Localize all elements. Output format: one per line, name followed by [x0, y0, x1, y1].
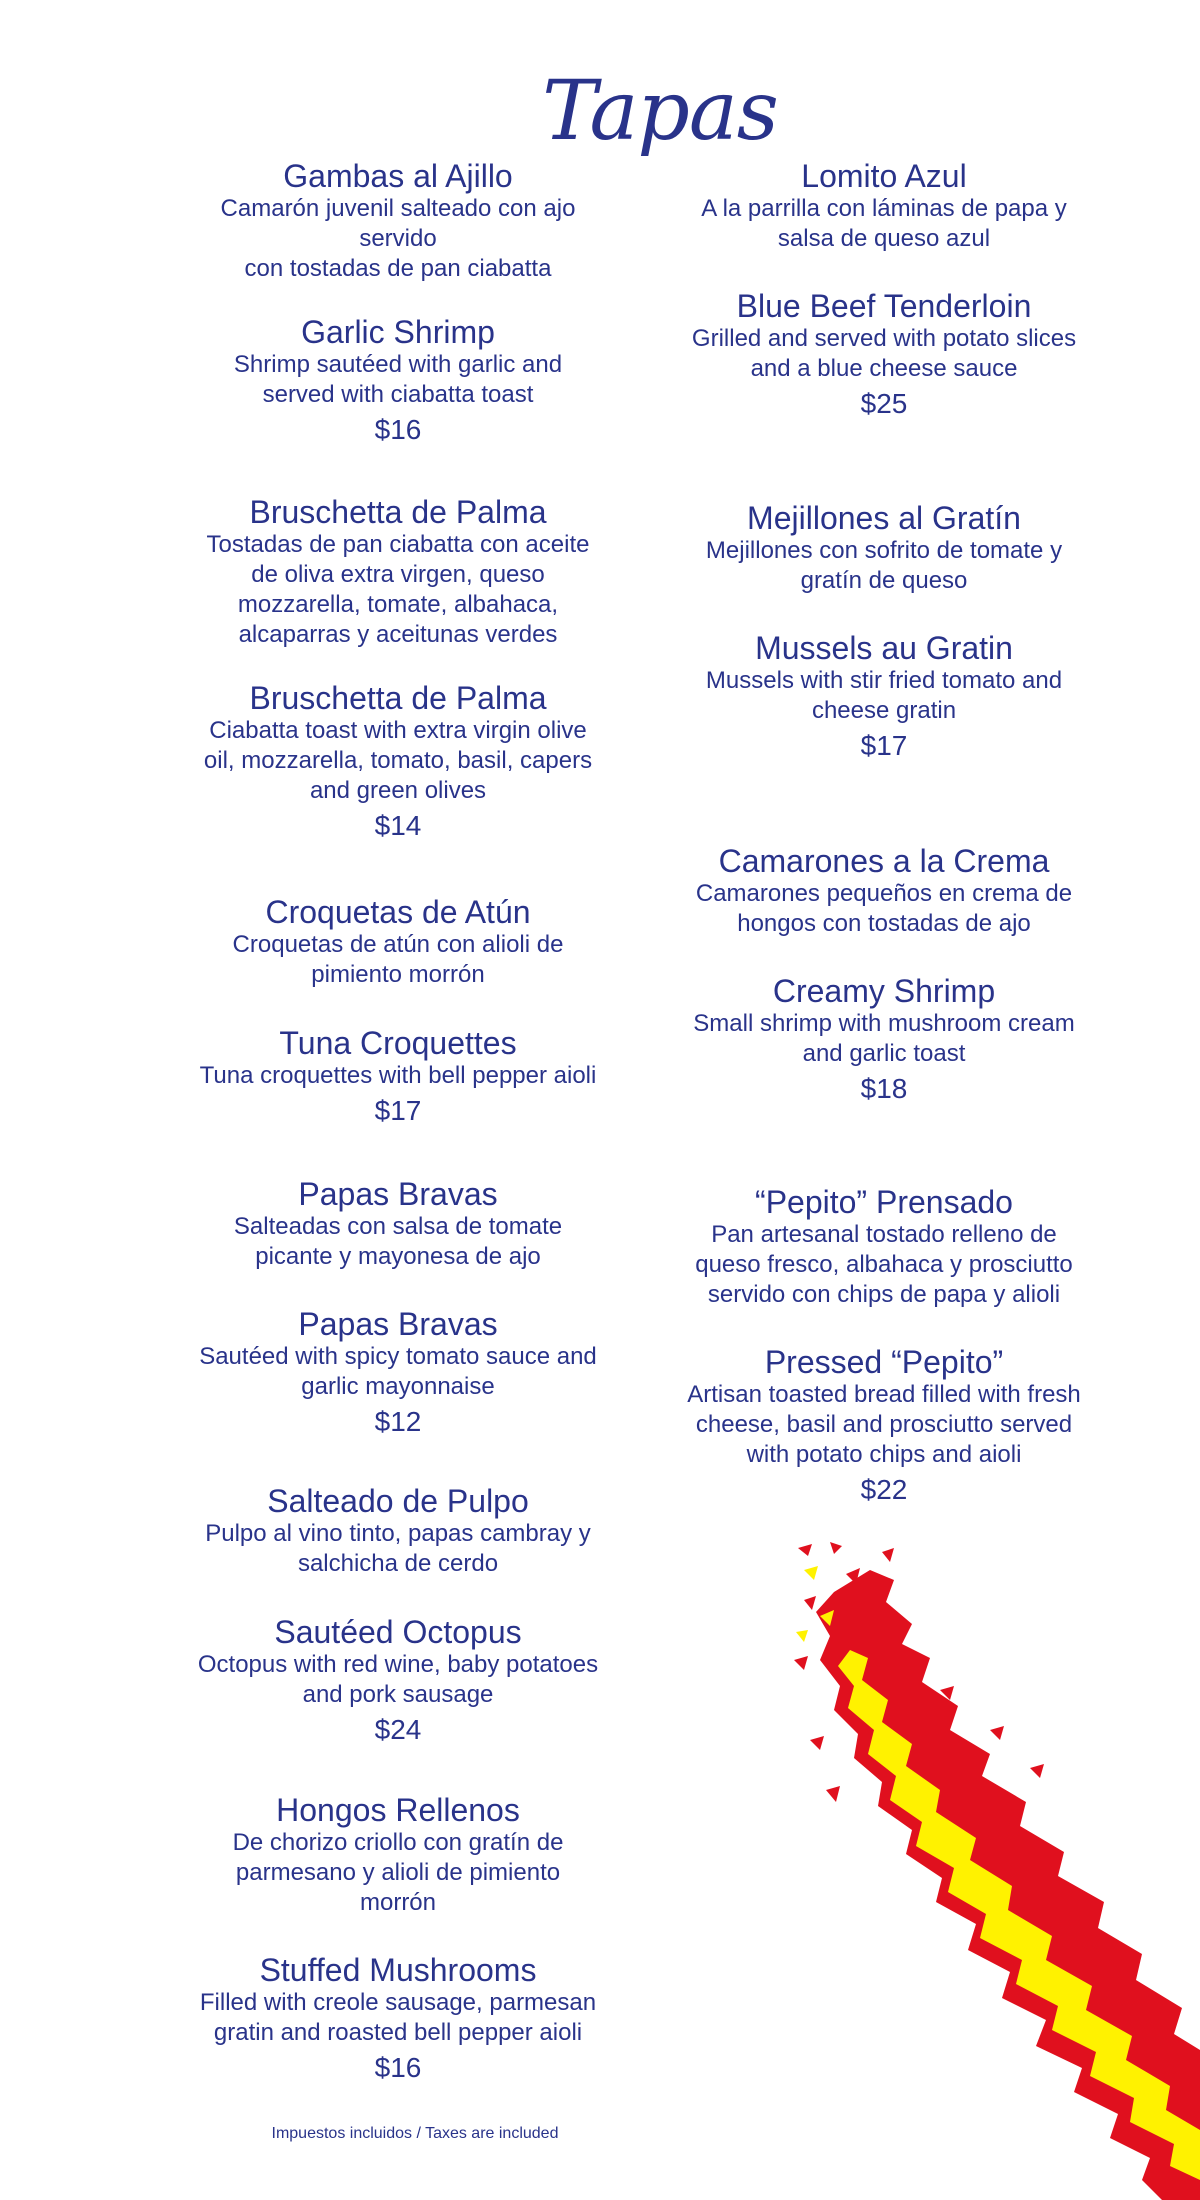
menu-item [669, 1184, 1099, 1310]
red-splatter [804, 1596, 816, 1610]
menu-item-description: Croquetas de atún con alioli de pimiento morrón [232, 931, 564, 988]
menu-item-description: Filled with creole sausage, parmesan gratin and roasted bell pepper aioli [199, 1989, 597, 2046]
menu-item-description: Grilled and served with potato slices and a blue cheese sauce [691, 325, 1077, 382]
menu-item [669, 973, 1099, 1107]
menu-item [183, 1614, 613, 1748]
spanish-flag-brushstroke [790, 1540, 1200, 2200]
red-splatter [1030, 1764, 1044, 1778]
menu-item-name: Pressed “Pepito” [764, 1344, 1004, 1380]
menu-item-name: Salteado de Pulpo [267, 1483, 529, 1519]
menu-item-name: Bruschetta de Palma [249, 680, 547, 716]
menu-item [183, 1025, 613, 1129]
menu-item-description: Sautéed with spicy tomato sauce and garlic mayonnaise [199, 1343, 597, 1400]
menu-item [183, 1952, 613, 2086]
menu-item-description: Pan artesanal tostado relleno de queso fresco, albahaca y prosciutto servido con chips de papa y alioli [695, 1221, 1073, 1308]
menu-item-name: Bruschetta de Palma [249, 494, 547, 530]
menu-item-description: Octopus with red wine, baby potatoes and pork sausage [197, 1651, 599, 1708]
menu-item-price: $24 [374, 1714, 422, 1745]
menu-item [183, 314, 613, 448]
menu-item-name: Tuna Croquettes [279, 1025, 517, 1061]
menu-item [669, 843, 1099, 939]
menu-item-price: $14 [374, 810, 422, 841]
menu-item [183, 494, 613, 650]
menu-item-price: $16 [374, 414, 422, 445]
menu-item-price: $17 [374, 1095, 422, 1126]
menu-item-description: Salteadas con salsa de tomate picante y mayonesa de ajo [233, 1213, 563, 1270]
menu-item-description: Camarones pequeños en crema de hongos con tostadas de ajo [695, 880, 1073, 937]
menu-item [183, 894, 613, 990]
menu-item-description: Mejillones con sofrito de tomate y gratín de queso [705, 537, 1063, 594]
yellow-splatter [796, 1630, 808, 1642]
menu-item-price: $18 [860, 1073, 908, 1104]
menu-item [669, 1344, 1099, 1508]
menu-item-name: Gambas al Ajillo [283, 158, 513, 194]
menu-item-price: $25 [860, 388, 908, 419]
menu-item-description: Tostadas de pan ciabatta con aceite de oliva extra virgen, queso mozzarella, tomate, albahaca, alcaparras y aceitunas verdes [206, 531, 590, 648]
menu-item [183, 1792, 613, 1918]
menu-item-price: $16 [374, 2052, 422, 2083]
menu-item [669, 630, 1099, 764]
menu-item-description: Ciabatta toast with extra virgin olive oil, mozzarella, tomato, basil, capers and green olives [203, 717, 593, 804]
menu-item-name: Mejillones al Gratín [747, 500, 1021, 536]
menu-item-description: Camarón juvenil salteado con ajo servido con tostadas de pan ciabatta [220, 195, 576, 282]
menu-item-name: Lomito Azul [801, 158, 967, 194]
red-splatter [798, 1544, 812, 1556]
menu-item-description: Tuna croquettes with bell pepper aioli [199, 1062, 597, 1089]
red-splatter [830, 1542, 842, 1554]
menu-item-name: Blue Beef Tenderloin [736, 288, 1032, 324]
page-title: Tapas [542, 64, 778, 159]
menu-item-description: Mussels with stir fried tomato and cheese gratin [705, 667, 1063, 724]
menu-item-description: Small shrimp with mushroom cream and garlic toast [693, 1010, 1075, 1067]
menu-item-name: Papas Bravas [298, 1306, 498, 1342]
menu-item-price: $22 [860, 1474, 908, 1505]
menu-item-description: Pulpo al vino tinto, papas cambray y salchicha de cerdo [205, 1520, 591, 1577]
menu-item-name: Creamy Shrimp [772, 973, 996, 1009]
menu-item [183, 1176, 613, 1272]
menu-item-description: Shrimp sautéed with garlic and served with ciabatta toast [233, 351, 563, 408]
red-splatter [990, 1726, 1004, 1740]
menu-item-name: “Pepito” Prensado [755, 1184, 1013, 1220]
menu-item-name: Stuffed Mushrooms [259, 1952, 537, 1988]
menu-item-price: $17 [860, 730, 908, 761]
menu-item-description: De chorizo criollo con gratín de parmesano y alioli de pimiento morrón [232, 1829, 564, 1916]
menu-item-name: Croquetas de Atún [265, 894, 531, 930]
red-splatter [794, 1656, 808, 1670]
menu-item-price: $12 [374, 1406, 422, 1437]
menu-item [183, 158, 613, 284]
menu-item [669, 158, 1099, 254]
yellow-splatter [804, 1566, 818, 1580]
menu-item [183, 1306, 613, 1440]
menu-item [183, 680, 613, 844]
tax-note: Impuestos incluidos / Taxes are included [271, 2125, 559, 2142]
menu-item [669, 288, 1099, 422]
menu-item-name: Sautéed Octopus [274, 1614, 522, 1650]
menu-item [669, 500, 1099, 596]
red-splatter [882, 1548, 894, 1562]
menu-item-name: Papas Bravas [298, 1176, 498, 1212]
menu-item [183, 1483, 613, 1579]
menu-item-name: Mussels au Gratin [755, 630, 1013, 666]
menu-item-description: Artisan toasted bread filled with fresh cheese, basil and prosciutto served with potato chips and aioli [687, 1381, 1081, 1468]
menu-item-name: Hongos Rellenos [276, 1792, 520, 1828]
red-splatter [826, 1786, 840, 1802]
menu-item-description: A la parrilla con láminas de papa y salsa de queso azul [701, 195, 1067, 252]
menu-item-name: Camarones a la Crema [718, 843, 1050, 879]
menu-item-name: Garlic Shrimp [301, 314, 495, 350]
red-splatter [810, 1736, 824, 1750]
